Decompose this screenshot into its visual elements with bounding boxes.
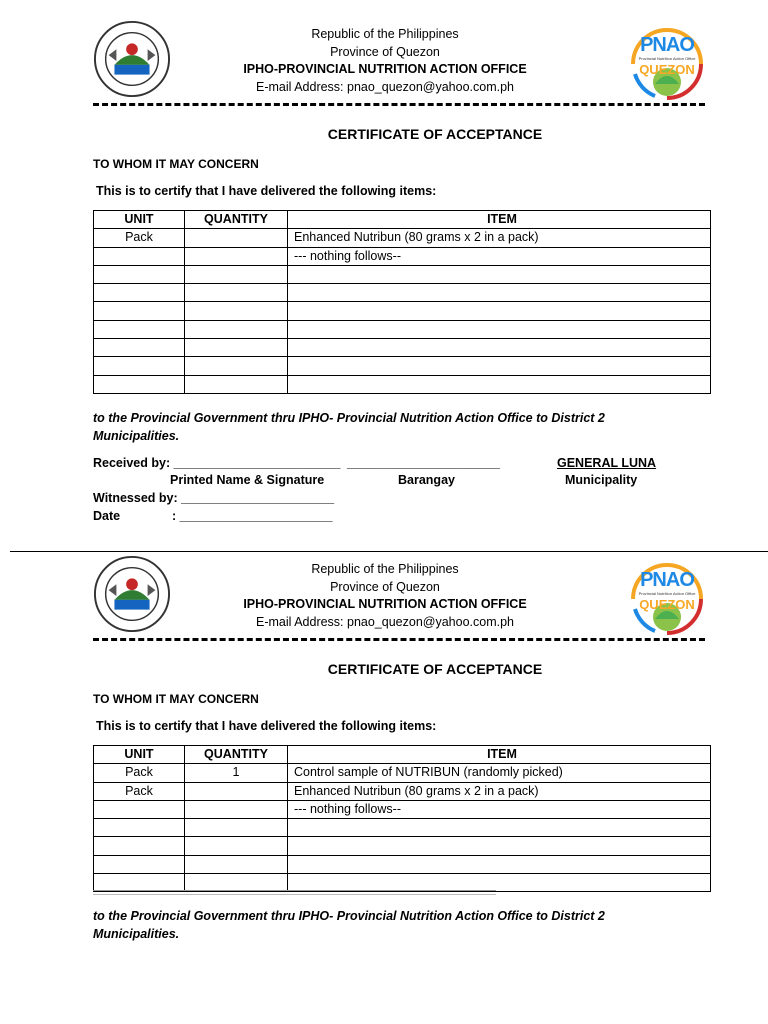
cell-unit: Pack — [94, 229, 185, 247]
cell-qty — [185, 357, 288, 375]
cell-item — [288, 284, 711, 302]
pnao-logo-text: PNAO — [640, 569, 694, 591]
cell-qty — [185, 375, 288, 393]
cell-qty — [185, 284, 288, 302]
cell-qty — [185, 800, 288, 818]
certify-statement: This is to certify that I have delivered the following items: — [96, 184, 437, 198]
printed-name-label: Printed Name & Signature — [170, 473, 325, 487]
municipality-value: GENERAL LUNA — [557, 456, 657, 470]
cell-qty — [185, 855, 288, 873]
delivery-line-1: to the Provincial Government thru IPHO- Provincial Nutrition Action Office to District 2 — [93, 411, 605, 425]
cell-qty: 1 — [185, 764, 288, 782]
table-row — [94, 284, 711, 302]
header-divider — [93, 638, 705, 641]
cell-item: --- nothing follows-- — [288, 247, 711, 265]
table-row — [94, 229, 711, 247]
delivery-statement — [93, 409, 653, 445]
date-label: Date — [93, 509, 121, 523]
cell-qty — [185, 320, 288, 338]
republic-line: Republic of the Philippines — [311, 27, 459, 41]
col-quantity: QUANTITY — [185, 211, 288, 229]
cell-unit — [94, 302, 185, 320]
cell-qty — [185, 339, 288, 357]
cell-item — [288, 339, 711, 357]
municipality-label: Municipality — [565, 473, 638, 487]
cell-qty — [185, 229, 288, 247]
letterhead — [235, 561, 535, 631]
cell-unit — [94, 339, 185, 357]
cell-item: Enhanced Nutribun (80 grams x 2 in a pack) — [288, 782, 711, 800]
cell-unit — [94, 265, 185, 283]
office-name: IPHO-PROVINCIAL NUTRITION ACTION OFFICE — [243, 597, 527, 611]
table-row — [94, 819, 711, 837]
salutation: TO WHOM IT MAY CONCERN — [93, 157, 259, 171]
delivery-line-2: Municipalities. — [93, 927, 180, 941]
province-line: Province of Quezon — [330, 579, 440, 594]
quezon-logo-text: QUEZON — [639, 62, 695, 77]
delivery-line-1: to the Provincial Government thru IPHO- Provincial Nutrition Action Office to District 2 — [93, 909, 605, 923]
col-item: ITEM — [288, 746, 711, 764]
cell-unit — [94, 800, 185, 818]
received-by: Received by: ________________________ — [93, 456, 341, 470]
barangay-blank: ______________________ — [347, 456, 500, 470]
salutation: TO WHOM IT MAY CONCERN — [93, 692, 259, 706]
cell-unit — [94, 855, 185, 873]
table-row — [94, 302, 711, 320]
republic-line: Republic of the Philippines — [311, 562, 459, 576]
cell-unit — [94, 320, 185, 338]
cell-unit — [94, 375, 185, 393]
certify-statement: This is to certify that I have delivered the following items: — [96, 719, 437, 733]
cell-item — [288, 819, 711, 837]
cell-item: --- nothing follows-- — [288, 800, 711, 818]
cell-item: Enhanced Nutribun (80 grams x 2 in a pack) — [288, 229, 711, 247]
email-line: E-mail Address: pnao_quezon@yahoo.com.ph — [256, 79, 514, 94]
cell-qty — [185, 819, 288, 837]
col-quantity: QUANTITY — [185, 746, 288, 764]
cell-item — [288, 375, 711, 393]
cell-qty — [185, 302, 288, 320]
cell-unit — [94, 247, 185, 265]
col-item: ITEM — [288, 211, 711, 229]
table-row — [94, 247, 711, 265]
table-row — [94, 782, 711, 800]
table-row — [94, 357, 711, 375]
table-row — [94, 855, 711, 873]
items-table — [93, 210, 711, 394]
pnao-logo-small-text: Provincial Nutrition Action Office — [638, 591, 696, 596]
cell-item — [288, 855, 711, 873]
table-row — [94, 320, 711, 338]
cell-unit: Pack — [94, 764, 185, 782]
cell-unit — [94, 819, 185, 837]
email-line: E-mail Address: pnao_quezon@yahoo.com.ph — [256, 614, 514, 629]
province-line: Province of Quezon — [330, 44, 440, 59]
table-row — [94, 837, 711, 855]
cell-unit: Pack — [94, 782, 185, 800]
col-unit: UNIT — [94, 211, 185, 229]
cell-item: Control sample of NUTRIBUN (randomly picked) — [288, 764, 711, 782]
cell-qty — [185, 265, 288, 283]
certificate-title: CERTIFICATE OF ACCEPTANCE — [327, 661, 543, 677]
quezon-seal-icon — [93, 555, 171, 633]
cell-item — [288, 357, 711, 375]
table-row — [94, 375, 711, 393]
cell-qty — [185, 247, 288, 265]
delivery-line-2: Municipalities. — [93, 429, 180, 443]
quezon-seal-icon — [93, 20, 171, 98]
table-header-row — [94, 746, 711, 764]
table-row — [94, 800, 711, 818]
pnao-logo-small-text: Provincial Nutrition Action Office — [638, 56, 696, 61]
pnao-logo-text: PNAO — [640, 34, 694, 56]
witnessed-by: Witnessed by: ______________________ — [93, 491, 335, 505]
cell-unit — [94, 357, 185, 375]
cell-unit — [94, 284, 185, 302]
faint-divider — [93, 890, 496, 895]
cell-item — [288, 265, 711, 283]
certificate-title: CERTIFICATE OF ACCEPTANCE — [327, 126, 543, 142]
cell-qty — [185, 782, 288, 800]
barangay-label: Barangay — [398, 473, 455, 487]
header-divider — [93, 103, 705, 106]
cell-item — [288, 320, 711, 338]
cut-line — [10, 551, 768, 552]
quezon-logo-text: QUEZON — [639, 597, 695, 612]
col-unit: UNIT — [94, 746, 185, 764]
cell-item — [288, 837, 711, 855]
table-row — [94, 339, 711, 357]
table-header-row — [94, 211, 711, 229]
letterhead — [235, 26, 535, 96]
cell-item — [288, 302, 711, 320]
cell-unit — [94, 837, 185, 855]
items-table — [93, 745, 711, 892]
office-name: IPHO-PROVINCIAL NUTRITION ACTION OFFICE — [243, 62, 527, 76]
date-blank: : ______________________ — [172, 509, 333, 523]
table-row — [94, 764, 711, 782]
delivery-statement — [93, 907, 653, 943]
cell-qty — [185, 837, 288, 855]
table-row — [94, 265, 711, 283]
